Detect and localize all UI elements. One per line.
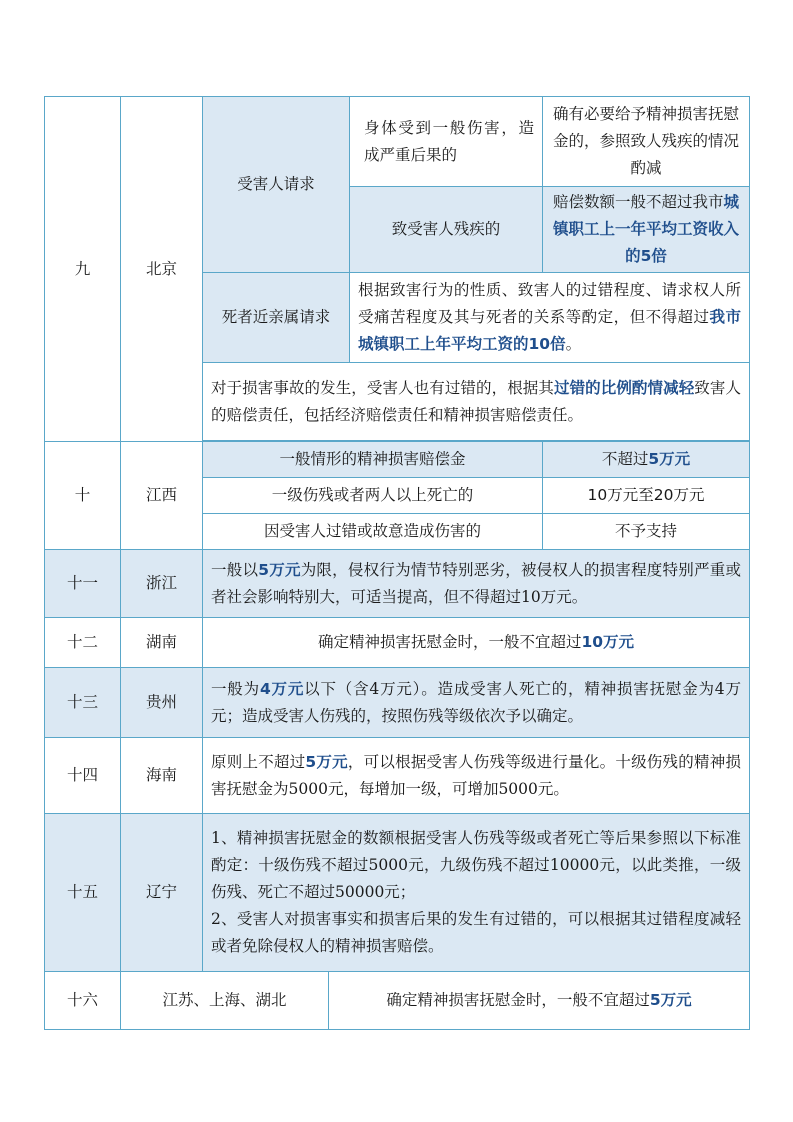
- relatives-request-label: 死者近亲属请求: [203, 273, 350, 363]
- hainan-rule-highlight: 5万元: [305, 752, 348, 771]
- rule-disability-highlight: 城镇职工上一年平均工资收入的5倍: [552, 193, 740, 265]
- rule-relatives-end: 。: [565, 335, 582, 353]
- rule-relatives-highlight: 我市城镇职工上年平均工资的10倍: [358, 308, 741, 353]
- region-name: 江西: [121, 442, 203, 550]
- row-number: 十三: [45, 668, 121, 738]
- guizhou-rule-text-end: 以下（含4万元）。造成受害人死亡的，精神损害抚慰金为4万元；造成受害人伤残的，按照伤残等级依次予以确定。: [211, 679, 741, 725]
- jiangsu-shanghai-hubei-rule: [329, 972, 750, 1030]
- fault-rule-highlight: 过错的比例酌情减轻: [553, 378, 695, 397]
- fault-rule: [203, 363, 750, 441]
- hainan-rule-text: 原则上不超过: [211, 752, 306, 771]
- compensation-table-page: [44, 96, 749, 1030]
- victim-request-label: 受害人请求: [203, 97, 350, 273]
- region-name: 贵州: [121, 668, 203, 738]
- zhejiang-rule-text: 一般以: [211, 560, 259, 579]
- liaoning-rule-item-1: 1、精神损害抚慰金的数额根据受害人伤残等级或者死亡等后果参照以下标准酌定：十级伤残不超过5000元，九级伤残不超过10000元，以此类推，一级伤残、死亡不超过50000元；: [211, 829, 741, 901]
- region-name: 湖南: [121, 618, 203, 668]
- hainan-rule-text-end: ，可以根据受害人伤残等级进行量化。十级伤残的精神损害抚慰金为5000元，每增加一级，可增加5000元。: [211, 752, 741, 798]
- rule-serious-injury: 确有必要给予精神损害抚慰金的，参照致人残疾的情况酌减: [543, 97, 750, 187]
- region-name: 北京: [121, 97, 203, 442]
- rule-disability-text: 赔偿数额一般不超过我市: [552, 193, 724, 211]
- zhejiang-rule-text-end: 为限，侵权行为情节特别恶劣，被侵权人的损害程度特别严重或者社会影响特别大，可适当提高，但不得超过10万元。: [211, 560, 741, 606]
- hunan-rule-highlight: 10万元: [581, 633, 635, 651]
- row-number: 十二: [45, 618, 121, 668]
- region-name: 海南: [121, 738, 203, 814]
- zhejiang-rule: [203, 550, 750, 618]
- row-number: 十五: [45, 814, 121, 972]
- jiangxi-rule-general-text: 不超过: [601, 450, 649, 468]
- case-disability: 致受害人残疾的: [350, 187, 543, 273]
- jiangxi-case-victim-fault: 因受害人过错或故意造成伤害的: [203, 514, 543, 550]
- jiangxi-rule-victim-fault: 不予支持: [543, 514, 750, 550]
- hunan-rule: [203, 618, 750, 668]
- region-name: 江苏、上海、湖北: [121, 972, 329, 1030]
- region-name: 浙江: [121, 550, 203, 618]
- fault-rule-text-end: 致害人的赔偿责任，包括经济赔偿责任和精神损害赔偿责任。: [211, 378, 741, 424]
- row-number: 九: [45, 97, 121, 442]
- jiangxi-case-general: 一般情形的精神损害赔偿金: [203, 442, 543, 478]
- compensation-table-last-row: [44, 971, 750, 1030]
- case-serious-injury: 身体受到一般伤害，造成严重后果的: [350, 97, 543, 187]
- hainan-rule: [203, 738, 750, 814]
- jiangsu-rule-text: 确定精神损害抚慰金时，一般不宜超过: [386, 991, 650, 1009]
- row-number: 十: [45, 442, 121, 550]
- jiangxi-rule-general-highlight: 5万元: [648, 450, 691, 468]
- jiangxi-rule-general: [543, 442, 750, 478]
- guizhou-rule-text: 一般为: [211, 679, 260, 698]
- jiangxi-rule-severe: 10万元至20万元: [543, 478, 750, 514]
- row-number: 十四: [45, 738, 121, 814]
- liaoning-rule-item-2: 2、受害人对损害事实和损害后果的发生有过错的，可以根据其过错程度减轻或者免除侵权人的精神损害赔偿。: [211, 910, 741, 955]
- row-number: 十一: [45, 550, 121, 618]
- liaoning-rule: [203, 814, 750, 972]
- guizhou-rule-highlight: 4万元: [259, 679, 305, 698]
- zhejiang-rule-highlight: 5万元: [258, 560, 301, 579]
- rule-disability: [543, 187, 750, 273]
- guizhou-rule: [203, 668, 750, 738]
- rule-relatives-text: 根据致害行为的性质、致害人的过错程度、请求权人所受痛苦程度及其与死者的关系等酌定，但不得超过: [358, 281, 741, 326]
- jiangsu-rule-highlight: 5万元: [649, 991, 692, 1009]
- jiangxi-case-severe: 一级伤残或者两人以上死亡的: [203, 478, 543, 514]
- region-name: 辽宁: [121, 814, 203, 972]
- compensation-table: [44, 96, 750, 972]
- row-number: 十六: [45, 972, 121, 1030]
- fault-rule-text: 对于损害事故的发生，受害人也有过错的，根据其: [211, 378, 554, 397]
- rule-relatives: [350, 273, 750, 363]
- hunan-rule-text: 确定精神损害抚慰金时，一般不宜超过: [317, 633, 582, 651]
